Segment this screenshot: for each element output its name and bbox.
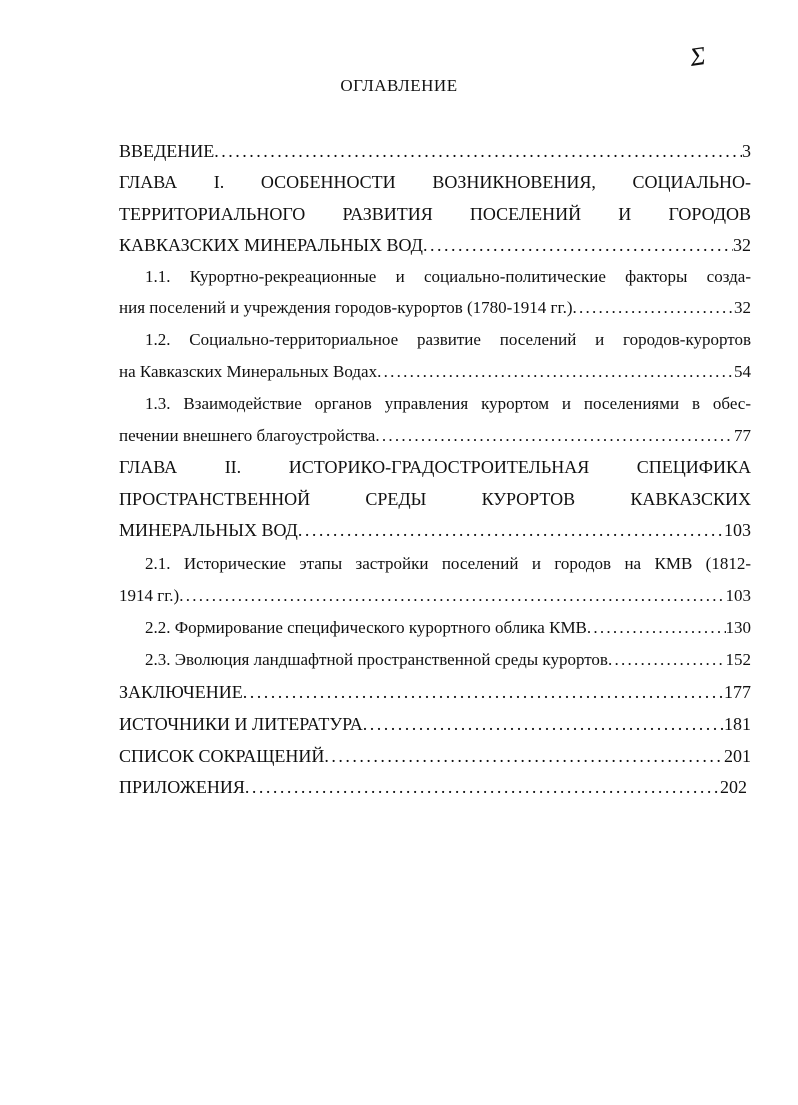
dot-leader bbox=[587, 613, 726, 643]
toc-entry-label: ИСТОЧНИКИ И ЛИТЕРАТУРА bbox=[119, 714, 363, 734]
toc-section-2-1-line-2[interactable] bbox=[119, 581, 751, 611]
toc-entry-abbreviations[interactable] bbox=[119, 741, 751, 771]
toc-section-1-3-line-1[interactable]: 1.3. Взаимодействие органов управления курортом и поселениями в обес- bbox=[145, 394, 751, 413]
toc-section-1-2-line-2[interactable] bbox=[119, 357, 751, 387]
toc-chapter-2-line-1[interactable] bbox=[119, 452, 751, 482]
dot-leader bbox=[179, 581, 725, 611]
toc-word: ГОРОДОВ bbox=[668, 204, 751, 224]
toc-word: ГЛАВА II. bbox=[119, 457, 242, 477]
toc-page-number: 54 bbox=[734, 362, 751, 381]
toc-page-number: 3 bbox=[742, 141, 751, 161]
toc-chapter-2-line-2[interactable] bbox=[119, 484, 751, 514]
dot-leader bbox=[423, 230, 733, 260]
toc-chapter-1-line-2[interactable] bbox=[119, 199, 751, 229]
toc-page-number: 202 bbox=[720, 777, 747, 797]
toc-section-2-3[interactable] bbox=[145, 645, 751, 675]
toc-page-number: 130 bbox=[725, 618, 751, 637]
toc-page-number: 181 bbox=[724, 714, 751, 734]
toc-chapter-2-line-3[interactable] bbox=[119, 515, 751, 545]
toc-word: СОЦИАЛЬНО- bbox=[632, 172, 751, 192]
toc-page-number: 32 bbox=[734, 298, 751, 317]
toc-section-1-1-line-2[interactable] bbox=[119, 293, 751, 323]
toc-entry-label: ЗАКЛЮЧЕНИЕ bbox=[119, 682, 243, 702]
toc-word: ВОЗНИКНОВЕНИЯ, bbox=[432, 172, 596, 192]
dot-leader bbox=[214, 136, 742, 166]
toc-entry-label: 2.3. Эволюция ландшафтной пространственной среды курортов bbox=[145, 650, 608, 669]
toc-entry-label: печении внешнего благоустройства bbox=[119, 426, 376, 445]
toc-page-number: 103 bbox=[724, 520, 751, 540]
toc-section-2-1-line-1[interactable]: 2.1. Исторические этапы застройки поселений и городов на КМВ (1812- bbox=[145, 554, 751, 573]
dot-leader bbox=[608, 645, 726, 675]
dot-leader bbox=[243, 677, 724, 707]
toc-entry-intro[interactable] bbox=[119, 136, 751, 166]
toc-entry-appendix[interactable] bbox=[119, 772, 747, 802]
dot-leader bbox=[245, 772, 720, 802]
handwritten-mark: Σ bbox=[687, 41, 708, 72]
toc-word: РАЗВИТИЯ bbox=[342, 204, 433, 224]
toc-word: ИСТОРИКО-ГРАДОСТРОИТЕЛЬНАЯ bbox=[288, 457, 590, 477]
toc-entry-conclusion[interactable] bbox=[119, 677, 751, 707]
toc-entry-label: МИНЕРАЛЬНЫХ ВОД bbox=[119, 520, 298, 540]
toc-chapter-1-line-3[interactable] bbox=[119, 230, 751, 260]
toc-word: ГЛАВА I. bbox=[119, 172, 225, 192]
toc-entry-label: 2.2. Формирование специфического курортного облика КМВ bbox=[145, 618, 587, 637]
toc-page-number: 103 bbox=[725, 586, 751, 605]
toc-entry-label: КАВКАЗСКИХ МИНЕРАЛЬНЫХ ВОД bbox=[119, 235, 423, 255]
dot-leader bbox=[324, 741, 724, 771]
toc-word: СРЕДЫ bbox=[365, 489, 427, 509]
toc-page-number: 77 bbox=[734, 426, 751, 445]
toc-entry-label: СПИСОК СОКРАЩЕНИЙ bbox=[119, 746, 325, 766]
dot-leader bbox=[363, 709, 724, 739]
toc-word: СПЕЦИФИКА bbox=[636, 457, 751, 477]
toc-word: И bbox=[618, 204, 632, 224]
dot-leader bbox=[573, 293, 735, 323]
toc-page-number: 152 bbox=[725, 650, 751, 669]
toc-entry-label: 1914 гг.) bbox=[119, 586, 180, 605]
toc-page-number: 177 bbox=[724, 682, 751, 702]
toc-section-2-2[interactable] bbox=[145, 613, 751, 643]
toc-entry-label: ВВЕДЕНИЕ bbox=[119, 141, 215, 161]
toc-section-1-2-line-1[interactable]: 1.2. Социально-территориальное развитие поселений и городов-курортов bbox=[145, 330, 751, 349]
toc-entry-label: ПРИЛОЖЕНИЯ bbox=[119, 777, 245, 797]
toc-entry-label: на Кавказских Минеральных Водах bbox=[119, 362, 378, 381]
toc-word: ТЕРРИТОРИАЛЬНОГО bbox=[119, 204, 306, 224]
toc-entry-sources[interactable] bbox=[119, 709, 751, 739]
toc-word: КАВКАЗСКИХ bbox=[630, 489, 751, 509]
toc-word: ОСОБЕННОСТИ bbox=[260, 172, 396, 192]
dot-leader bbox=[298, 515, 724, 545]
toc-page-number: 201 bbox=[724, 746, 751, 766]
toc-entry-label: ния поселений и учреждения городов-курортов (1780-1914 гг.) bbox=[119, 298, 573, 317]
toc-section-1-1-line-1[interactable]: 1.1. Курортно-рекреационные и социально-политические факторы созда- bbox=[145, 267, 751, 286]
toc-page-number: 32 bbox=[733, 235, 751, 255]
dot-leader bbox=[377, 357, 734, 387]
dot-leader bbox=[375, 421, 734, 451]
toc-chapter-1-line-1[interactable] bbox=[119, 167, 751, 197]
page-title: ОГЛАВЛЕНИЕ bbox=[340, 76, 458, 95]
toc-word: ПОСЕЛЕНИЙ bbox=[469, 204, 582, 224]
toc-word: КУРОРТОВ bbox=[481, 489, 576, 509]
toc-section-1-3-line-2[interactable] bbox=[119, 421, 751, 451]
toc-word: ПРОСТРАНСТВЕННОЙ bbox=[119, 489, 311, 509]
